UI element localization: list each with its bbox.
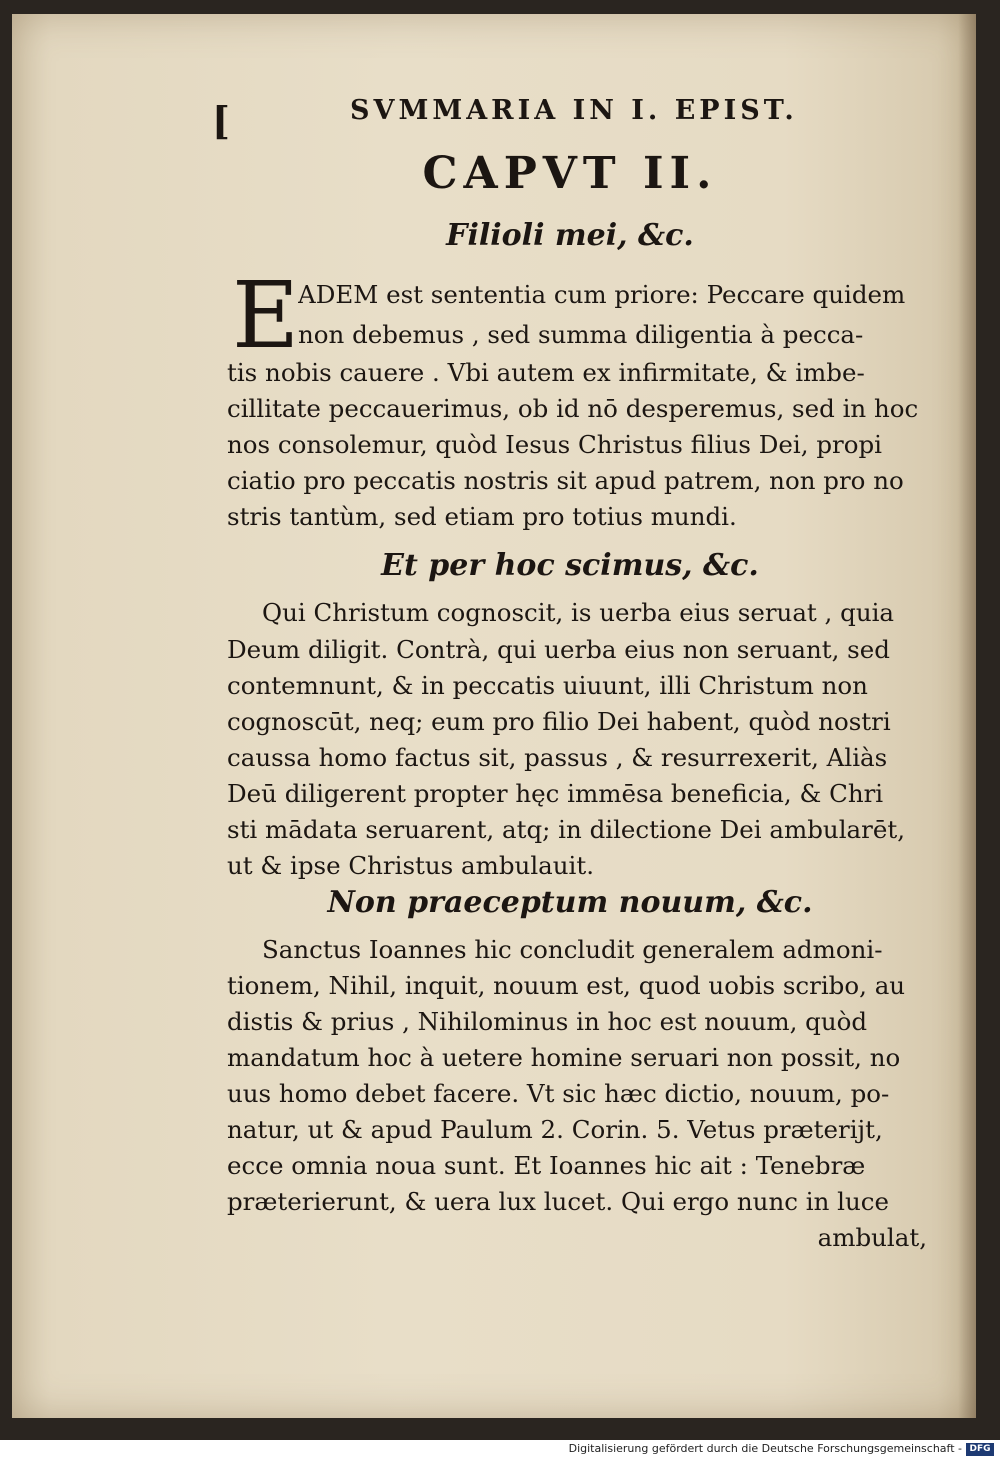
- text-line: caussa homo factus sit, passus , & resurrexerit, Aliàs: [227, 743, 888, 772]
- text-line: Qui Christum cognoscit, is uerba eius seruat , quia: [262, 598, 895, 627]
- text-line: distis & prius , Nihilominus in hoc est nouum, quòd: [227, 1007, 868, 1036]
- text-line: tionem, Nihil, inquit, nouum est, quod uobis scribo, au: [227, 971, 906, 1000]
- text-line: stris tantùm, sed etiam pro totius mundi.: [227, 502, 737, 531]
- text-line: non debemus , sed summa diligentia à pecca-: [298, 320, 864, 349]
- chapter-title: CAPVT II.: [422, 148, 718, 199]
- text-line: sti mādata seruarent, atq; in dilectione Dei ambularēt,: [227, 815, 905, 844]
- text-line: Sanctus Ioannes hic concludit generalem admoni-: [262, 935, 883, 964]
- text-line: mandatum hoc à uetere homine seruari non possit, no: [227, 1043, 901, 1072]
- text-line: uus homo debet facere. Vt sic hæc dictio, nouum, po-: [227, 1079, 890, 1108]
- text-line: Deum diligit. Contrà, qui uerba eius non seruant, sed: [227, 635, 890, 664]
- text-line: tis nobis cauere . Vbi autem ex infirmitate, & imbe-: [227, 358, 865, 387]
- section-heading-2: Et per hoc scimus, &c.: [381, 548, 759, 583]
- text-line: Deū diligerent propter hęc immēsa beneficia, & Chri: [227, 779, 884, 808]
- dfg-logo: DFG: [966, 1443, 994, 1456]
- section-heading-3: Non praeceptum nouum, &c.: [327, 885, 813, 920]
- text-line: contemnunt, & in peccatis uiuunt, illi Christum non: [227, 671, 868, 700]
- text-line: cillitate peccauerimus, ob id nō desperemus, sed in hoc: [227, 394, 919, 423]
- text-line: cognoscūt, neq; eum pro filio Dei habent, quòd nostri: [227, 707, 891, 736]
- text-line: ecce omnia noua sunt. Et Ioannes hic ait : Tenebræ: [227, 1151, 866, 1180]
- margin-bracket: [: [212, 98, 230, 143]
- footer-bar: [0, 1440, 1000, 1460]
- running-head: SVMMARIA IN I. EPIST.: [350, 95, 798, 126]
- text-line: ciatio pro peccatis nostris sit apud patrem, non pro no: [227, 466, 904, 495]
- section-heading-1: Filioli mei, &c.: [446, 218, 694, 253]
- drop-cap: E: [232, 262, 300, 369]
- catchword: ambulat,: [817, 1223, 927, 1252]
- text-line: ut & ipse Christus ambulauit.: [227, 851, 595, 880]
- text-line: nos consolemur, quòd Iesus Christus filius Dei, propi: [227, 430, 882, 459]
- text-line: natur, ut & apud Paulum 2. Corin. 5. Vetus præterijt,: [227, 1115, 883, 1144]
- text-line: ADEM est sententia cum priore: Peccare quidem: [298, 280, 906, 309]
- text-line: præterierunt, & uera lux lucet. Qui ergo nunc in luce: [227, 1187, 889, 1216]
- funding-credit: Digitalisierung gefördert durch die Deutsche Forschungsgemeinschaft -: [568, 1442, 962, 1455]
